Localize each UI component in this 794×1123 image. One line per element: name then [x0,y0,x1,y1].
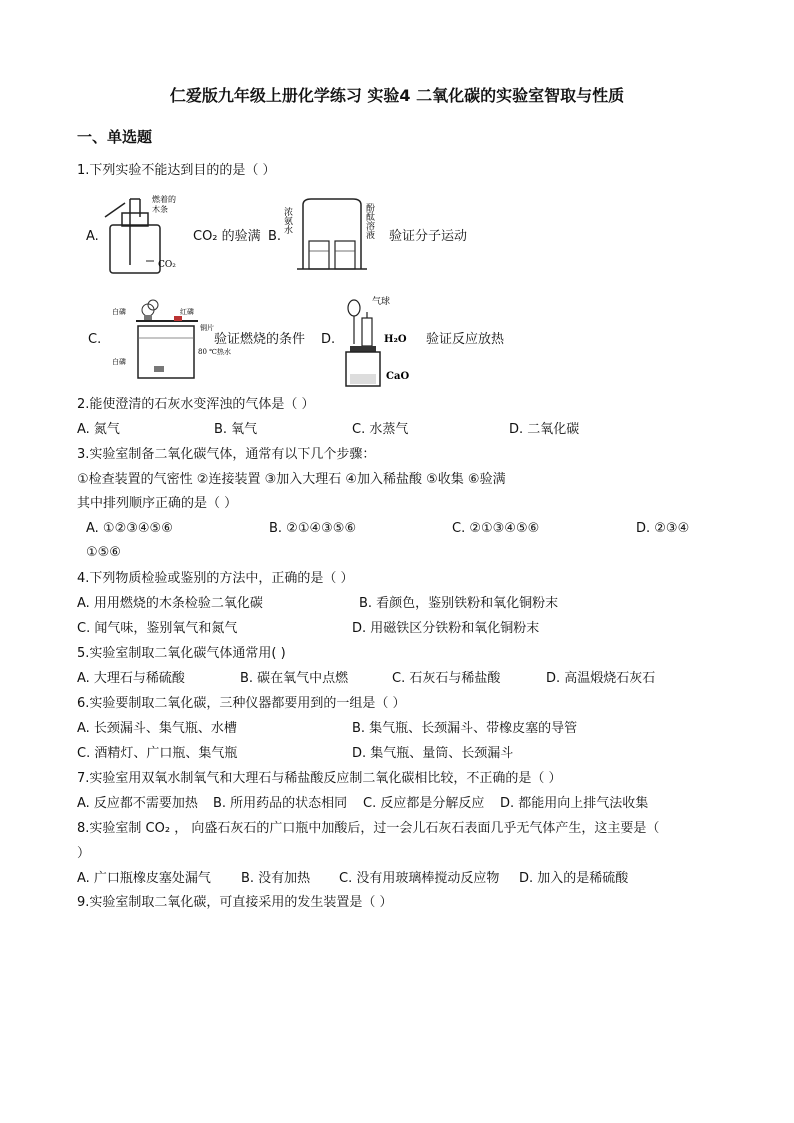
q1-option-b-letter: B. [268,229,282,244]
q1-b-label-phenolphthalein: 酚酞溶液 [364,203,374,239]
q5-option-d: D. 高温煅烧石灰石 [546,671,656,686]
q3-option-b: B. ②①④③⑤⑥ [269,521,357,536]
q1-option-c-caption: 验证燃烧的条件 [214,332,306,347]
q1-option-a-letter: A. [86,229,99,244]
q1-d-label-water: H₂O [384,334,407,345]
q8-option-c: C. 没有用玻璃棒搅动反应物 [339,871,500,886]
q6-option-b: B. 集气瓶、长颈漏斗、带橡皮塞的导管 [352,721,578,736]
q1-d-label-balloon: 气球 [372,297,391,307]
q8-option-a: A. 广口瓶橡皮塞处漏气 [77,871,211,886]
q1-a-label-gas: CO₂ [158,260,176,270]
question-4-stem: 4.下列物质检验或鉴别的方法中，正确的是（ ） [77,571,354,586]
q6-option-c: C. 酒精灯、广口瓶、集气瓶 [77,746,238,761]
q5-option-a: A. 大理石与稀硫酸 [77,671,185,686]
q1-figure-b-beakers [282,195,387,275]
q2-option-d: D. 二氧化碳 [509,422,580,437]
q1-option-a-caption: CO₂ 的验满 [193,229,261,244]
q1-figure-d-flask [340,294,420,390]
q5-option-c: C. 石灰石与稀盐酸 [392,671,501,686]
section-heading: 一、单选题 [77,128,153,146]
q7-option-c: C. 反应都是分解反应 [363,796,485,811]
q1-a-label-burning: 燃着的 [152,195,176,204]
q3-option-d: D. ②③④ [636,521,690,536]
q1-option-d-caption: 验证反应放热 [426,332,505,347]
question-5-stem: 5.实验室制取二氧化碳气体通常用( ) [77,646,286,661]
q1-a-label-stick: 木条 [152,205,168,214]
q6-option-a: A. 长颈漏斗、集气瓶、水槽 [77,721,237,736]
q8-option-b: B. 没有加热 [241,871,311,886]
q1-d-label-cao: CaO [386,371,410,382]
question-7-stem: 7.实验室用双氧水制氧气和大理石与稀盐酸反应制二氧化碳相比较，不正确的是（ ） [77,771,562,786]
q1-option-b-caption: 验证分子运动 [389,229,468,244]
q1-figure-a-bottle [100,195,200,280]
q8-option-d: D. 加入的是稀硫酸 [519,871,629,886]
q4-option-c: C. 闻气味，鉴别氧气和氮气 [77,621,238,636]
q4-option-d: D. 用磁铁区分铁粉和氧化铜粉末 [352,621,540,636]
question-3-steps: ①检查装置的气密性 ②连接装置 ③加入大理石 ④加入稀盐酸 ⑤收集 ⑥验满 [77,472,506,487]
q3-option-a: A. ①②③④⑤⑥ [86,521,173,536]
question-9-stem: 9.实验室制取二氧化碳，可直接采用的发生装置是（ ） [77,895,393,910]
q1-c-label-white-p: 白磷 [112,308,126,316]
q3-option-c: C. ②①③④⑤⑥ [452,521,540,536]
q1-figure-c-combustion [108,296,231,386]
q2-option-a: A. 氮气 [77,422,120,437]
q5-option-b: B. 碳在氧气中点燃 [240,671,349,686]
q7-option-d: D. 都能用向上排气法收集 [500,796,649,811]
question-8-stem-continued: ） [77,846,91,861]
q1-c-label-white-p-2: 白磷 [112,358,126,366]
q1-c-label-copper: 铜片 [200,324,214,332]
q1-c-label-red-p: 红磷 [180,308,194,316]
q4-option-a: A. 用用燃烧的木条检验二氧化碳 [77,596,263,611]
q1-b-label-ammonia: 浓氨水 [282,207,292,234]
q2-option-b: B. 氧气 [214,422,258,437]
q1-c-label-hot-water: 80 ℃热水 [198,348,231,356]
q7-option-a: A. 反应都不需要加热 [77,796,198,811]
q1-option-d-letter: D. [321,332,336,347]
question-3-stem: 3.实验室制备二氧化碳气体，通常有以下几个步骤： [77,447,376,462]
q6-option-d: D. 集气瓶、量筒、长颈漏斗 [352,746,514,761]
q3-option-d-continued: ①⑤⑥ [86,545,121,560]
q7-option-b: B. 所用药品的状态相同 [213,796,348,811]
q2-option-c: C. 水蒸气 [352,422,409,437]
page-title: 仁爱版九年级上册化学练习 实验4 二氧化碳的实验室智取与性质 [169,86,625,105]
q1-option-c-letter: C. [88,332,102,347]
question-2-stem: 2.能使澄清的石灰水变浑浊的气体是（ ） [77,397,315,412]
question-6-stem: 6.实验要制取二氧化碳，三种仪器都要用到的一组是（ ） [77,696,406,711]
q4-option-b: B. 看颜色，鉴别铁粉和氧化铜粉末 [359,596,559,611]
question-1-stem: 1.下列实验不能达到目的的是（ ） [77,163,276,178]
question-3-ask: 其中排列顺序正确的是（ ） [77,496,238,511]
question-8-stem: 8.实验室制 CO₂ ， 向盛石灰石的广口瓶中加酸后，过一会儿石灰石表面几乎无气体产生，这主要是（ [77,821,660,836]
